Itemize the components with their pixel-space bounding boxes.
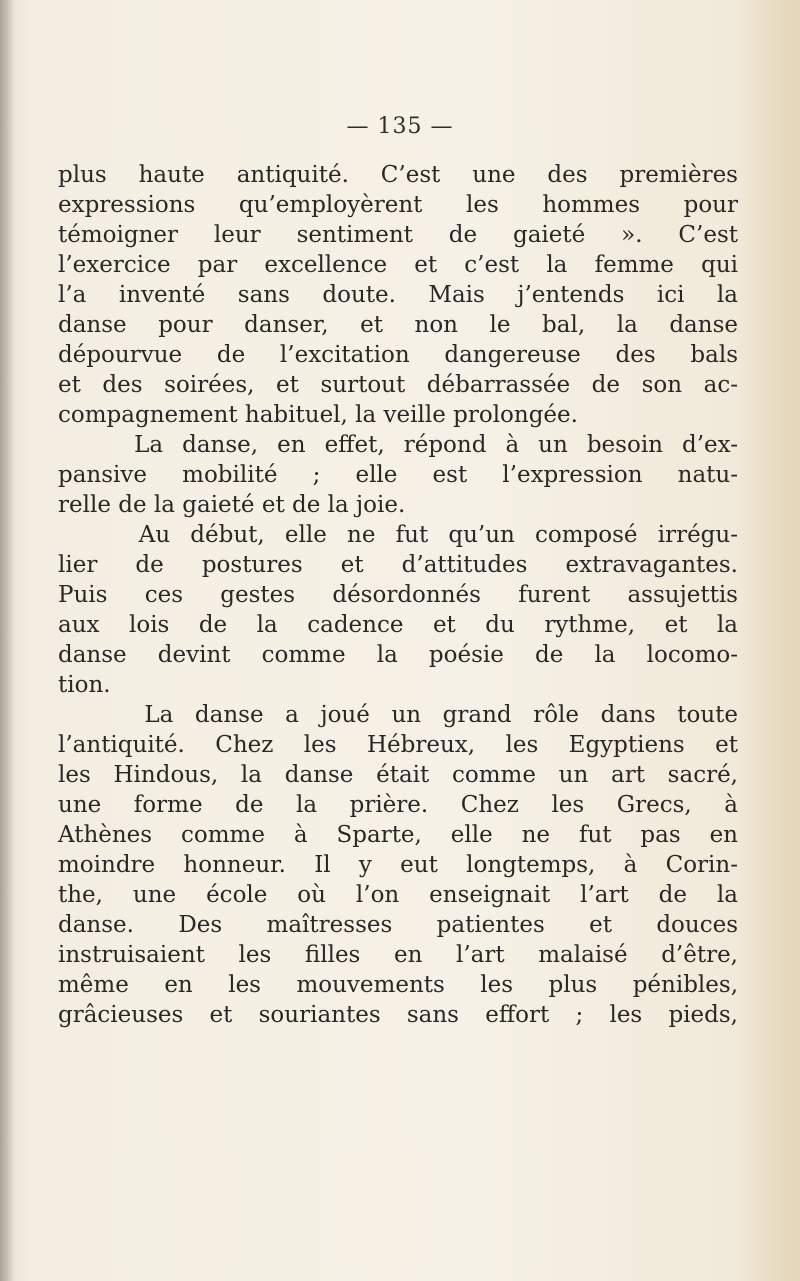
- text-line: aux lois de la cadence et du rythme, et la: [58, 612, 738, 638]
- text-line: une forme de la prière. Chez les Grecs, à: [58, 792, 738, 818]
- page-number: — 135 —: [346, 114, 454, 139]
- text-line: compagnement habituel, la veille prolongée.: [58, 402, 578, 428]
- text-line: l’a inventé sans doute. Mais j’entends ici la: [58, 282, 738, 308]
- text-line: plus haute antiquité. C’est une des premières: [58, 162, 738, 188]
- text-line: grâcieuses et souriantes sans effort ; les pieds,: [58, 1002, 738, 1028]
- text-line: lier de postures et d’attitudes extravagantes.: [58, 552, 738, 578]
- text-line: expressions qu’employèrent les hommes pour: [58, 192, 738, 218]
- text-line: La danse a joué un grand rôle dans toute: [58, 702, 738, 728]
- text-line: danse pour danser, et non le bal, la danse: [58, 312, 738, 338]
- text-line: danse devint comme la poésie de la locomo-: [58, 642, 738, 668]
- page-body-text: [58, 160, 738, 1030]
- text-line: Au début, elle ne fut qu’un composé irrégu-: [58, 522, 738, 548]
- page-edge-stain: [740, 0, 800, 1281]
- text-line: témoigner leur sentiment de gaieté ». C’est: [58, 222, 738, 248]
- page-gutter-shadow: [0, 0, 14, 1281]
- text-line: La danse, en effet, répond à un besoin d’ex-: [58, 432, 738, 458]
- text-line: danse. Des maîtresses patientes et douces: [58, 912, 738, 938]
- text-line: tion.: [58, 672, 111, 698]
- text-line: the, une école où l’on enseignait l’art de la: [58, 882, 738, 908]
- text-line: relle de la gaieté et de la joie.: [58, 492, 406, 518]
- text-line: même en les mouvements les plus pénibles,: [58, 972, 738, 998]
- text-line: dépourvue de l’excitation dangereuse des bals: [58, 342, 738, 368]
- text-line: l’exercice par excellence et c’est la femme qui: [58, 252, 738, 278]
- text-line: instruisaient les filles en l’art malaisé d’être,: [58, 942, 738, 968]
- text-line: Puis ces gestes désordonnés furent assujettis: [58, 582, 738, 608]
- text-line: l’antiquité. Chez les Hébreux, les Egyptiens et: [58, 732, 738, 758]
- text-line: pansive mobilité ; elle est l’expression natu-: [58, 462, 738, 488]
- text-line: Athènes comme à Sparte, elle ne fut pas en: [58, 822, 738, 848]
- text-line: moindre honneur. Il y eut longtemps, à Corin-: [58, 852, 738, 878]
- text-line: et des soirées, et surtout débarrassée de son ac-: [58, 372, 738, 398]
- text-line: les Hindous, la danse était comme un art sacré,: [58, 762, 738, 788]
